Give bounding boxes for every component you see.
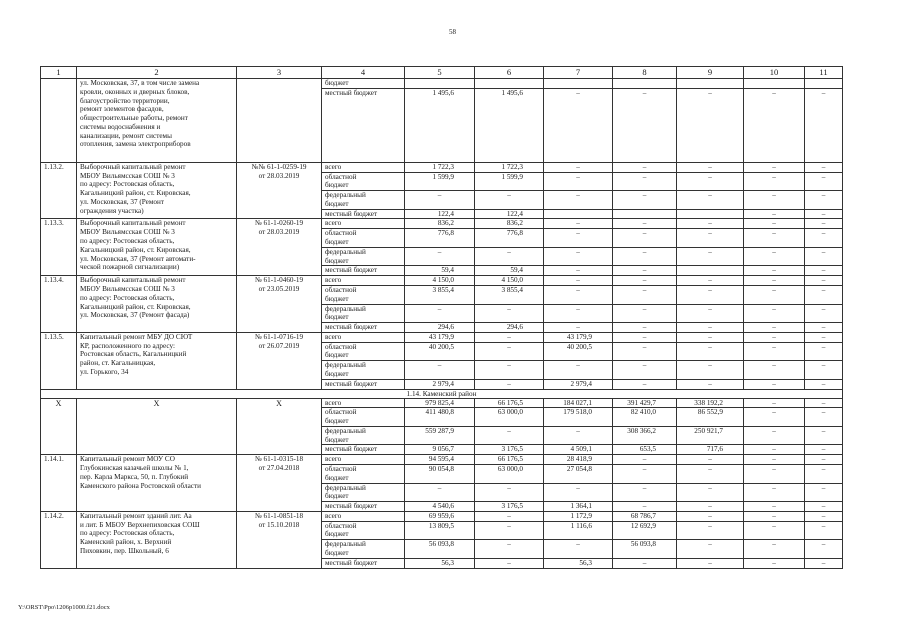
value-cell: – <box>475 332 544 342</box>
funding-source: всего <box>322 398 405 408</box>
value-cell: – <box>475 511 544 521</box>
value-cell: 836,2 <box>475 219 544 229</box>
value-cell: – <box>805 483 843 502</box>
value-cell: 776,8 <box>475 229 544 248</box>
value-cell: 122,4 <box>475 209 544 219</box>
value-cell: – <box>677 342 744 361</box>
value-cell: – <box>805 540 843 559</box>
value-cell <box>805 79 843 89</box>
value-cell: 411 480,8 <box>405 408 475 427</box>
funding-source: федеральный бюджет <box>322 191 405 210</box>
value-cell: – <box>744 209 805 219</box>
value-cell: – <box>613 332 677 342</box>
item-description: Капитальный ремонт МОУ СО Глубокинская казачьей школы № 1, пер. Карла Маркса, 50, п. Глубокий Каменского района Ростовской области <box>77 455 237 512</box>
value-cell: – <box>677 502 744 512</box>
funding-source: федеральный бюджет <box>322 483 405 502</box>
value-cell: – <box>805 379 843 389</box>
value-cell: – <box>744 398 805 408</box>
value-cell: – <box>475 426 544 445</box>
table-row <box>41 79 843 89</box>
value-cell: – <box>805 323 843 333</box>
value-cell: 1 722,3 <box>405 162 475 172</box>
item-number-cell <box>41 79 77 163</box>
value-cell: – <box>805 266 843 276</box>
page-number: 58 <box>449 28 456 36</box>
funding-source: федеральный бюджет <box>322 426 405 445</box>
value-cell: – <box>805 465 843 484</box>
value-cell: – <box>744 266 805 276</box>
value-cell: – <box>744 408 805 427</box>
value-cell: – <box>677 332 744 342</box>
value-cell: 63 000,0 <box>475 465 544 484</box>
value-cell: – <box>744 483 805 502</box>
value-cell: 43 179,9 <box>544 332 613 342</box>
value-cell: 308 366,2 <box>613 426 677 445</box>
value-cell: – <box>744 162 805 172</box>
value-cell: 28 418,9 <box>544 455 613 465</box>
value-cell: 184 027,1 <box>544 398 613 408</box>
value-cell: 94 595,4 <box>405 455 475 465</box>
funding-source: всего <box>322 332 405 342</box>
funding-source: всего <box>322 455 405 465</box>
value-cell: – <box>744 558 805 568</box>
value-cell: – <box>544 285 613 304</box>
funding-source: всего <box>322 162 405 172</box>
value-cell: 13 809,5 <box>405 521 475 540</box>
budget-table <box>40 66 843 569</box>
value-cell: – <box>744 379 805 389</box>
value-cell: 836,2 <box>405 219 475 229</box>
value-cell: 59,4 <box>405 266 475 276</box>
funding-source: областной бюджет <box>322 408 405 427</box>
value-cell: 66 176,5 <box>475 398 544 408</box>
value-cell: 4 509,1 <box>544 445 613 455</box>
column-number-header: 4 <box>322 67 405 79</box>
value-cell <box>544 79 613 89</box>
value-cell: – <box>613 323 677 333</box>
funding-source: областной бюджет <box>322 172 405 191</box>
value-cell: 1 599,9 <box>405 172 475 191</box>
value-cell: 2 979,4 <box>544 379 613 389</box>
value-cell: – <box>677 285 744 304</box>
value-cell: – <box>805 172 843 191</box>
value-cell <box>405 79 475 89</box>
value-cell: – <box>405 304 475 323</box>
funding-source: местный бюджет <box>322 379 405 389</box>
item-number: 1.13.3. <box>41 219 77 276</box>
value-cell: – <box>544 426 613 445</box>
value-cell: – <box>677 88 744 162</box>
value-cell: – <box>613 191 677 210</box>
value-cell: – <box>744 455 805 465</box>
value-cell: 9 056,7 <box>405 445 475 455</box>
value-cell: 250 921,7 <box>677 426 744 445</box>
value-cell: – <box>677 455 744 465</box>
value-cell: – <box>613 455 677 465</box>
value-cell: – <box>544 304 613 323</box>
value-cell: 1 495,6 <box>475 88 544 162</box>
item-number: 1.13.2. <box>41 162 77 219</box>
value-cell: 391 429,7 <box>613 398 677 408</box>
item-document: № 61-1-0460-19 от 23.05.2019 <box>237 276 322 333</box>
value-cell: – <box>475 521 544 540</box>
value-cell: – <box>677 247 744 266</box>
funding-source: областной бюджет <box>322 521 405 540</box>
value-cell: – <box>613 558 677 568</box>
value-cell: – <box>613 502 677 512</box>
value-cell: – <box>805 521 843 540</box>
value-cell: – <box>613 285 677 304</box>
value-cell: – <box>744 229 805 248</box>
column-number-header: 9 <box>677 67 744 79</box>
value-cell: 1 364,1 <box>544 502 613 512</box>
value-cell: 56 093,8 <box>405 540 475 559</box>
funding-source: местный бюджет <box>322 209 405 219</box>
value-cell: 717,6 <box>677 445 744 455</box>
value-cell: – <box>744 88 805 162</box>
funding-source: областной бюджет <box>322 342 405 361</box>
value-cell: – <box>805 426 843 445</box>
value-cell: – <box>613 162 677 172</box>
value-cell: – <box>805 511 843 521</box>
value-cell: – <box>744 426 805 445</box>
funding-source: областной бюджет <box>322 465 405 484</box>
value-cell: – <box>805 408 843 427</box>
value-cell: 69 959,6 <box>405 511 475 521</box>
value-cell: – <box>805 455 843 465</box>
value-cell: 3 176,5 <box>475 445 544 455</box>
value-cell: – <box>744 247 805 266</box>
item-number: 1.13.5. <box>41 332 77 389</box>
value-cell: 56,3 <box>405 558 475 568</box>
value-cell: – <box>805 304 843 323</box>
column-number-header: 6 <box>475 67 544 79</box>
value-cell <box>613 209 677 219</box>
value-cell: – <box>744 342 805 361</box>
table-row <box>41 276 843 286</box>
value-cell: – <box>475 191 544 210</box>
funding-source: местный бюджет <box>322 445 405 455</box>
item-description: ул. Московская, 37, в том числе замена кровли, оконных и дверных блоков, благоустройство территории, ремонт элементов фасадов, общестроительные работы, ремонт системы водоснабжения и канализации, ремонт системы отопления, замена электроприборов <box>77 79 237 163</box>
value-cell: – <box>744 445 805 455</box>
value-cell <box>475 79 544 89</box>
value-cell: 1 599,9 <box>475 172 544 191</box>
value-cell: – <box>744 540 805 559</box>
value-cell <box>677 209 744 219</box>
value-cell: 3 176,5 <box>475 502 544 512</box>
column-number-header: 5 <box>405 67 475 79</box>
value-cell: – <box>677 521 744 540</box>
value-cell: – <box>613 379 677 389</box>
value-cell: – <box>805 285 843 304</box>
value-cell: 179 518,0 <box>544 408 613 427</box>
funding-source: местный бюджет <box>322 558 405 568</box>
table-row <box>41 219 843 229</box>
value-cell: 294,6 <box>405 323 475 333</box>
value-cell: – <box>677 219 744 229</box>
value-cell: – <box>805 162 843 172</box>
header-row <box>41 67 843 79</box>
value-cell: – <box>613 304 677 323</box>
item-document: № 61-1-0315-18 от 27.04.2018 <box>237 455 322 512</box>
section-title: 1.14. Каменский район <box>41 389 843 398</box>
item-description: Выборочный капитальный ремонт МБОУ Вильямсская СОШ № 3 по адресу: Ростовская область, Кагальницкий район, ст. Кировская, ул. Московская, 37 (Ремонт автомати- ческой пожарной сигнализации) <box>77 219 237 276</box>
funding-source: областной бюджет <box>322 229 405 248</box>
value-cell: – <box>677 172 744 191</box>
value-cell: – <box>744 191 805 210</box>
value-cell: – <box>677 229 744 248</box>
item-document: № 61-1-0716-19 от 26.07.2019 <box>237 332 322 389</box>
value-cell: – <box>475 558 544 568</box>
value-cell: – <box>677 361 744 380</box>
item-number: 1.13.4. <box>41 276 77 333</box>
value-cell: – <box>744 285 805 304</box>
value-cell: – <box>677 379 744 389</box>
value-cell: – <box>805 502 843 512</box>
value-cell <box>677 266 744 276</box>
value-cell: 27 054,8 <box>544 465 613 484</box>
value-cell: – <box>677 323 744 333</box>
value-cell: – <box>544 162 613 172</box>
value-cell: – <box>805 247 843 266</box>
value-cell: – <box>613 465 677 484</box>
value-cell: – <box>544 483 613 502</box>
value-cell: – <box>677 511 744 521</box>
value-cell: – <box>475 361 544 380</box>
value-cell: 1 722,3 <box>475 162 544 172</box>
column-number-header: 8 <box>613 67 677 79</box>
item-description: Выборочный капитальный ремонт МБОУ Вильямсская СОШ № 3 по адресу: Ростовская область, Кагальницкий район, ст. Кировская, ул. Московская, 37 (Ремонт ограждения участка) <box>77 162 237 219</box>
value-cell: – <box>744 511 805 521</box>
value-cell: – <box>544 323 613 333</box>
value-cell: 66 176,5 <box>475 455 544 465</box>
value-cell: – <box>677 304 744 323</box>
value-cell: – <box>544 266 613 276</box>
value-cell: 63 000,0 <box>475 408 544 427</box>
value-cell: – <box>805 88 843 162</box>
funding-source: федеральный бюджет <box>322 304 405 323</box>
value-cell: – <box>744 304 805 323</box>
value-cell: 2 979,4 <box>405 379 475 389</box>
column-number-header: 3 <box>237 67 322 79</box>
value-cell: – <box>677 558 744 568</box>
value-cell: – <box>544 247 613 266</box>
funding-source: областной бюджет <box>322 285 405 304</box>
value-cell: – <box>613 361 677 380</box>
value-cell: 1 495,6 <box>405 88 475 162</box>
value-cell: 4 150,0 <box>475 276 544 286</box>
funding-source: бюджет <box>322 79 405 89</box>
value-cell: – <box>475 304 544 323</box>
funding-source: федеральный бюджет <box>322 540 405 559</box>
value-cell: 1 172,9 <box>544 511 613 521</box>
funding-source: федеральный бюджет <box>322 361 405 380</box>
value-cell: – <box>475 247 544 266</box>
value-cell: – <box>805 219 843 229</box>
column-number-header: 1 <box>41 67 77 79</box>
value-cell: 559 287,9 <box>405 426 475 445</box>
value-cell: – <box>805 332 843 342</box>
value-cell: 4 540,6 <box>405 502 475 512</box>
value-cell: 653,5 <box>613 445 677 455</box>
total-x-cell: Х <box>41 398 77 455</box>
table-row <box>41 455 843 465</box>
value-cell: – <box>544 172 613 191</box>
value-cell <box>613 79 677 89</box>
total-x-cell: Х <box>77 398 237 455</box>
value-cell <box>744 79 805 89</box>
footer-file-path: Y:\ORST\Ppo\1206p1000.f21.docx <box>18 604 110 611</box>
value-cell: – <box>405 483 475 502</box>
value-cell: – <box>677 276 744 286</box>
column-number-header: 11 <box>805 67 843 79</box>
funding-source: местный бюджет <box>322 323 405 333</box>
value-cell: – <box>613 483 677 502</box>
value-cell: – <box>475 342 544 361</box>
value-cell: 40 200,5 <box>544 342 613 361</box>
value-cell: – <box>677 162 744 172</box>
value-cell: – <box>544 219 613 229</box>
column-number-header: 10 <box>744 67 805 79</box>
value-cell: – <box>613 266 677 276</box>
value-cell: – <box>744 323 805 333</box>
value-cell: – <box>613 172 677 191</box>
value-cell: 68 786,7 <box>613 511 677 521</box>
section-row <box>41 389 843 398</box>
value-cell: – <box>744 332 805 342</box>
value-cell: – <box>744 521 805 540</box>
value-cell: – <box>805 209 843 219</box>
value-cell: – <box>744 502 805 512</box>
value-cell: – <box>613 342 677 361</box>
value-cell: – <box>805 276 843 286</box>
value-cell: – <box>475 483 544 502</box>
value-cell: 12 692,9 <box>613 521 677 540</box>
value-cell: – <box>613 219 677 229</box>
value-cell <box>544 209 613 219</box>
value-cell: – <box>677 540 744 559</box>
item-document: №№ 61-1-0259-19 от 28.03.2019 <box>237 162 322 219</box>
item-description: Выборочный капитальный ремонт МБОУ Вильямсская СОШ № 3 по адресу: Ростовская область, Кагальницкий район, ст. Кировская, ул. Московская, 37 (Ремонт фасада) <box>77 276 237 333</box>
item-document <box>237 79 322 163</box>
value-cell: 3 855,4 <box>405 285 475 304</box>
value-cell: – <box>744 465 805 484</box>
funding-source: всего <box>322 511 405 521</box>
value-cell: – <box>544 191 613 210</box>
value-cell: – <box>805 445 843 455</box>
value-cell: – <box>805 342 843 361</box>
item-description: Капитальный ремонт зданий лит. Аа и лит. Б МБОУ Верхнепиховская СОШ по адресу: Ростовская область, Каменский район, х. Верхний Пиховкин, пер. Школьный, 6 <box>77 511 237 568</box>
value-cell: 56,3 <box>544 558 613 568</box>
item-number: 1.14.1. <box>41 455 77 512</box>
value-cell: 82 410,0 <box>613 408 677 427</box>
table-row <box>41 162 843 172</box>
value-cell: – <box>805 191 843 210</box>
value-cell: – <box>805 558 843 568</box>
value-cell: – <box>613 247 677 266</box>
funding-source: местный бюджет <box>322 266 405 276</box>
value-cell: – <box>677 465 744 484</box>
value-cell: – <box>613 229 677 248</box>
value-cell: 4 150,0 <box>405 276 475 286</box>
value-cell: – <box>744 276 805 286</box>
item-number: 1.14.2. <box>41 511 77 568</box>
value-cell: – <box>744 219 805 229</box>
funding-source: местный бюджет <box>322 88 405 162</box>
value-cell: – <box>677 191 744 210</box>
value-cell: – <box>613 276 677 286</box>
value-cell: – <box>475 379 544 389</box>
item-document: № 61-1-0851-18 от 15.10.2018 <box>237 511 322 568</box>
value-cell: 3 855,4 <box>475 285 544 304</box>
value-cell: 122,4 <box>405 209 475 219</box>
funding-source: местный бюджет <box>322 502 405 512</box>
value-cell: 90 054,8 <box>405 465 475 484</box>
value-cell: 294,6 <box>475 323 544 333</box>
column-number-header: 7 <box>544 67 613 79</box>
value-cell: 56 093,8 <box>613 540 677 559</box>
value-cell: – <box>544 540 613 559</box>
value-cell: – <box>744 361 805 380</box>
value-cell: 338 192,2 <box>677 398 744 408</box>
item-description: Капитальный ремонт МБУ ДО СЮТ КР, расположенного по адресу: Ростовская область, Кагальницкий район, ст. Кагальницкая, ул. Горького, 34 <box>77 332 237 389</box>
value-cell: – <box>544 276 613 286</box>
column-number-header: 2 <box>77 67 237 79</box>
funding-source: всего <box>322 219 405 229</box>
value-cell: 43 179,9 <box>405 332 475 342</box>
value-cell: – <box>677 483 744 502</box>
value-cell: – <box>613 88 677 162</box>
value-cell: – <box>805 229 843 248</box>
value-cell: – <box>744 172 805 191</box>
value-cell: – <box>805 398 843 408</box>
value-cell: – <box>805 361 843 380</box>
table-row <box>41 398 843 408</box>
value-cell: – <box>475 540 544 559</box>
item-document: № 61-1-0260-19 от 28.03.2019 <box>237 219 322 276</box>
value-cell <box>677 79 744 89</box>
table-row <box>41 511 843 521</box>
table-row <box>41 332 843 342</box>
funding-source: федеральный бюджет <box>322 247 405 266</box>
value-cell: – <box>405 191 475 210</box>
value-cell: – <box>544 361 613 380</box>
value-cell: 979 825,4 <box>405 398 475 408</box>
value-cell: – <box>544 88 613 162</box>
value-cell: 776,8 <box>405 229 475 248</box>
funding-source: всего <box>322 276 405 286</box>
total-x-cell: Х <box>237 398 322 455</box>
value-cell: 59,4 <box>475 266 544 276</box>
value-cell: 86 552,9 <box>677 408 744 427</box>
value-cell: – <box>405 361 475 380</box>
value-cell: 1 116,6 <box>544 521 613 540</box>
value-cell: – <box>544 229 613 248</box>
value-cell: 40 200,5 <box>405 342 475 361</box>
value-cell: – <box>405 247 475 266</box>
